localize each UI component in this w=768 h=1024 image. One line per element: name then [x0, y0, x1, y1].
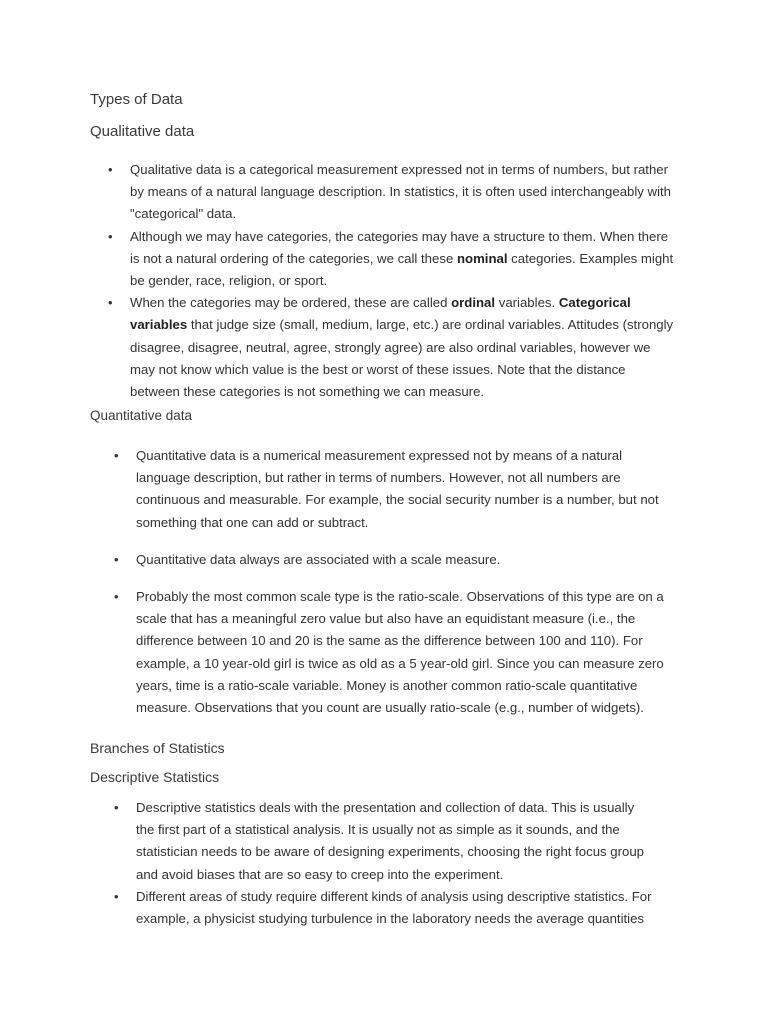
text-line: and avoid biases that are so easy to creep into the experiment. [136, 866, 504, 882]
text-line [130, 314, 675, 336]
bullet-icon: • [114, 589, 119, 605]
quantitative-list [114, 445, 666, 719]
text-run: categories. Examples might [507, 250, 674, 266]
descriptive-statistics-heading: Descriptive Statistics [90, 769, 220, 785]
text-line: example, a 10 year-old girl is twice as old as a 5 year-old girl. Since you can measure zero [136, 655, 664, 671]
text-line: between these categories is not something we can measure. [130, 384, 485, 400]
text-line: Descriptive statistics deals with the presentation and collection of data. This is usually [136, 800, 635, 815]
quantitative-heading: Quantitative data [90, 408, 193, 423]
term-categorical: Categorical [558, 295, 631, 311]
text-line: Different areas of study require different kinds of analysis using descriptive statistics. For [136, 888, 652, 904]
text-line: disagree, disagree, neutral, agree, strongly agree) are also ordinal variables, however we [130, 339, 651, 355]
bullet-icon: • [114, 800, 119, 815]
bullet-icon: • [114, 551, 119, 567]
text-run: is not a natural ordering of the categories, we call these [130, 250, 457, 266]
bullet-icon: • [108, 295, 113, 311]
text-line: "categorical" data. [130, 206, 237, 222]
text-line [130, 248, 675, 270]
term-ordinal: ordinal [451, 295, 496, 311]
qualitative-list [108, 159, 675, 403]
list-item [108, 226, 675, 293]
text-run: When the categories may be ordered, these are called [130, 295, 452, 311]
term-nominal: nominal [456, 250, 508, 266]
text-line: statistician needs to be aware of designing experiments, choosing the right focus group [136, 844, 645, 860]
text-line: be gender, race, religion, or sport. [130, 273, 328, 289]
document-title: Types of Data [90, 91, 183, 108]
text-line: by means of a natural language description. In statistics, it is often used interchangeably with [130, 184, 671, 200]
qualitative-heading: Qualitative data [90, 123, 195, 140]
text-line: Qualitative data is a categorical measurement expressed not in terms of numbers, but rather [130, 162, 669, 177]
text-line: continuous and measurable. For example, the social security number is a number, but not [136, 492, 659, 508]
list-item [114, 445, 666, 534]
text-line: Quantitative data always are associated with a scale measure. [136, 551, 501, 567]
text-line: Probably the most common scale type is the ratio-scale. Observations of this type are on a [136, 589, 664, 605]
text-line: example, a physicist studying turbulence in the laboratory needs the average quantities [136, 911, 645, 927]
bullet-icon: • [114, 448, 119, 463]
text-run: variables. [495, 295, 559, 311]
term-variables: variables [130, 317, 188, 333]
text-line [130, 292, 675, 314]
text-line: years, time is a ratio-scale variable. Money is another common ratio-scale quantitative [136, 677, 638, 693]
text-line: the first part of a statistical analysis. It is usually not as simple as it sounds, and the [136, 822, 620, 838]
bullet-icon: • [108, 228, 113, 244]
list-item [108, 159, 675, 226]
text-line: Although we may have categories, the categories may have a structure to them. When there [130, 228, 669, 244]
list-item [114, 797, 681, 886]
text-line: Quantitative data is a numerical measurement expressed not by means of a natural [136, 448, 622, 463]
bullet-icon: • [108, 162, 113, 177]
text-line: something that one can add or subtract. [136, 514, 369, 530]
list-item [114, 886, 681, 930]
text-line: language description, but rather in terms of numbers. However, not all numbers are [136, 470, 621, 486]
branches-heading: Branches of Statistics [90, 740, 225, 756]
text-line: measure. Observations that you count are usually ratio-scale (e.g., number of widgets). [136, 700, 644, 716]
list-item [114, 586, 666, 719]
list-item [108, 292, 675, 403]
bullet-icon: • [114, 888, 119, 904]
text-line: difference between 10 and 20 is the same as the difference between 100 and 110). For [136, 633, 643, 649]
text-line: scale that has a meaningful zero value but also have an equidistant measure (i.e., the [136, 611, 636, 627]
text-run: that judge size (small, medium, large, etc.) are ordinal variables. Attitudes (strongly [187, 317, 674, 333]
text-line: may not know which value is the best or worst of these issues. Note that the distance [130, 361, 626, 377]
list-item [114, 549, 666, 571]
descriptive-list [114, 797, 681, 930]
